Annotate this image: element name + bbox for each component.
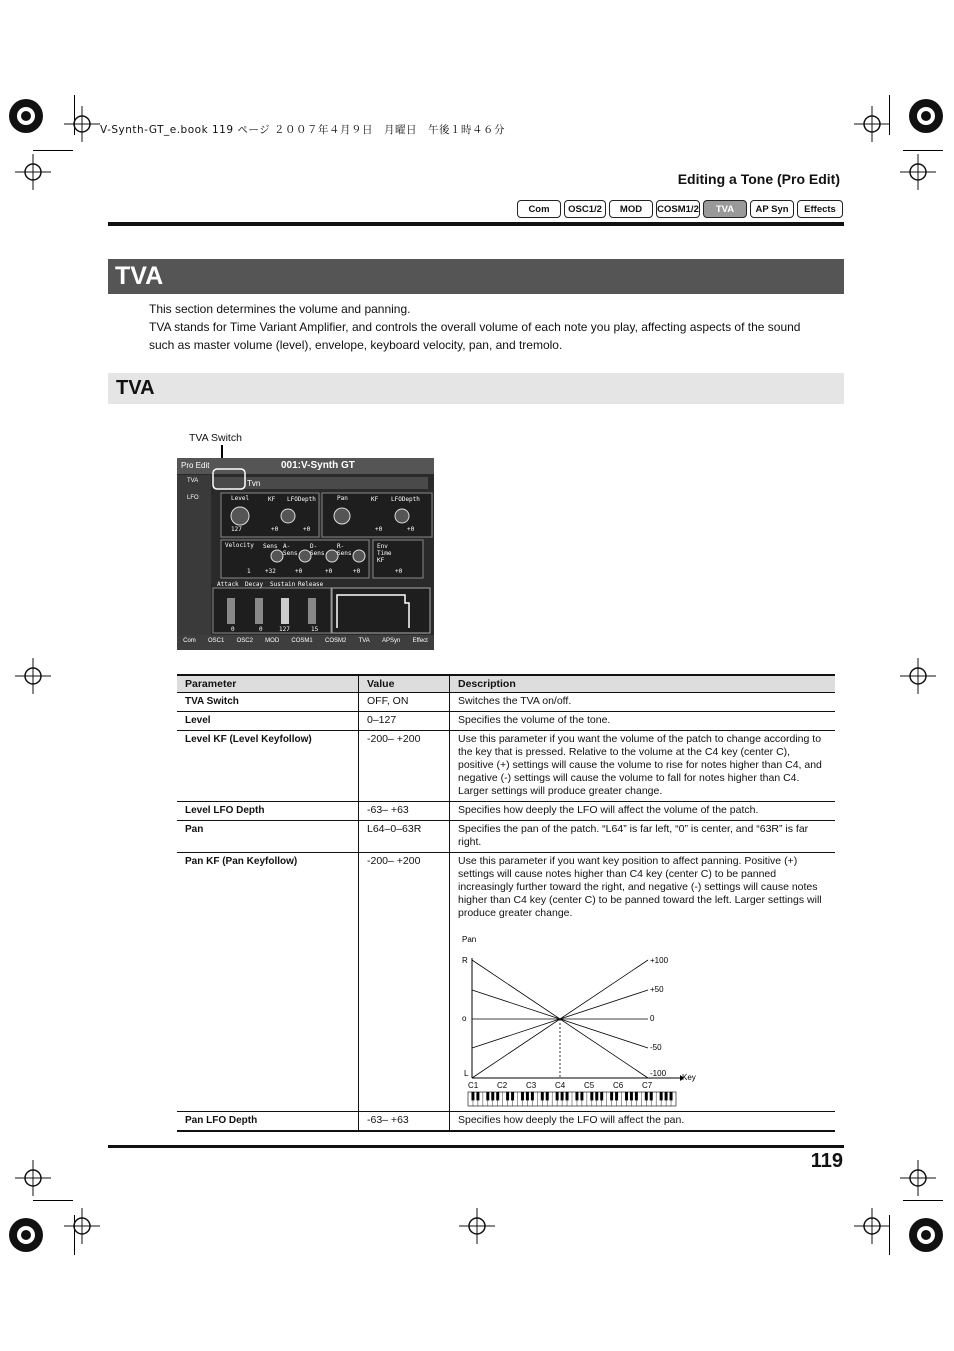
tab-ap-syn[interactable]: AP Syn [750,200,794,218]
crosshair-icon [13,152,53,192]
screen-tab-mod[interactable]: MOD [265,638,280,644]
crosshair-icon [457,1206,497,1246]
tab-cosm[interactable]: COSM1/2 [656,200,700,218]
screen-tab-osc2[interactable]: OSC2 [236,638,253,644]
registration-wheel-icon [6,1215,46,1255]
header-description: Description [450,675,836,693]
print-line: V-Synth-GT_e.book 119 ページ ２００７年４月９日 月曜日 午後１時４６分 [100,124,505,136]
graph-key-label: C1 [468,1081,479,1090]
graph-line-label: -100 [650,1069,667,1078]
graph-line-label: -50 [650,1043,662,1052]
table-row: Pan KF (Pan Keyfollow) -200– +200 Use this parameter if you want key position to affect panning. Positive (+) settings will cause notes higher than C4 key (center C) to be panned increasingly further toward the right, and negative (-) settings will cause notes higher than C4 key (center C) to be panned toward the left. Larger settings will produce greater change. Pan R o L Key +100 +50 0 -50 -100 C1 C2 C3 C4 C5 C6 C7 [177,853,835,1112]
graph-line-label: +100 [650,956,669,965]
screen-tab-effect[interactable]: Effect [412,638,428,644]
section-heading: TVA [108,259,844,294]
footer-rule [108,1145,844,1148]
crosshair-icon [898,656,938,696]
crosshair-icon [13,656,53,696]
table-row: Pan L64–0–63R Specifies the pan of the patch. “L64” is far left, “0” is center, and “63R” is far right. [177,821,835,853]
graph-key-label: C2 [497,1081,508,1090]
screen-bottom-tabs [177,638,434,644]
graph-line-label: +50 [650,985,664,994]
table-row: Level LFO Depth -63– +63 Specifies how deeply the LFO will affect the volume of the patch. [177,802,835,821]
graph-line-label: 0 [650,1014,655,1023]
tab-tva[interactable]: TVA [703,200,747,218]
table-row: Level 0–127 Specifies the volume of the tone. [177,712,835,731]
tab-effects[interactable]: Effects [797,200,843,218]
header-rule [108,222,844,226]
table-row: Level KF (Level Keyfollow) -200– +200 Use this parameter if you want the volume of the patch to change according to the key that is pressed. Relative to the volume at the C4 key (center C), positive (+) settings will cause the volume to rise for notes higher than C4, and negative (-) settings will cause the volume to fall for notes higher than C4. Larger settings will produce greater change. [177,731,835,802]
graph-ylabel: Pan [462,935,477,944]
header-parameter: Parameter [177,675,359,693]
crosshair-icon [898,152,938,192]
screen-side-tab-lfo[interactable]: LFO [187,495,199,501]
graph-xlabel: Key [682,1073,696,1082]
screen-tab-apsyn[interactable]: APSyn [382,638,401,644]
section-tabs [517,200,843,218]
header-value: Value [359,675,450,693]
screen-patch: 001:V-Synth GT [281,460,355,471]
crosshair-icon [852,1206,892,1246]
screen-tab-cosm2[interactable]: COSM2 [324,638,347,644]
running-header: Editing a Tone (Pro Edit) [677,171,840,187]
crosshair-icon [13,1158,53,1198]
pan-keyfollow-graph [458,930,708,1108]
screen-tone: Tvn [247,479,261,488]
tab-osc[interactable]: OSC1/2 [564,200,606,218]
screen-tab-cosm1[interactable]: COSM1 [291,638,313,644]
intro-text: This section determines the volume and panning. TVA stands for Time Variant Amplifier, and controls the overall volume of each note you play, affecting aspects of the sound such as master volume (level), envelope, keyboard velocity, pan, and tremolo. [149,302,801,352]
page-number: 119 [810,1150,843,1172]
crosshair-icon [62,1206,102,1246]
screen-side-tab-tva[interactable]: TVA [187,478,199,484]
crosshair-icon [852,104,892,144]
crosshair-icon [62,104,102,144]
graph-key-label: C7 [642,1081,653,1090]
table-header-row [177,675,835,693]
crosshair-icon [898,1158,938,1198]
tab-com[interactable]: Com [517,200,561,218]
table-row: TVA Switch OFF, ON Switches the TVA on/off. [177,693,835,712]
keyboard-icon [468,1092,676,1106]
registration-wheel-icon [906,1215,946,1255]
graph-y-mark: R [462,956,468,965]
table-row: Pan LFO Depth -63– +63 Specifies how deeply the LFO will affect the pan. [177,1112,835,1132]
parameter-table [177,674,835,1132]
tab-mod[interactable]: MOD [609,200,653,218]
registration-wheel-icon [906,96,946,136]
graph-key-label: C3 [526,1081,537,1090]
screen-tab-osc1[interactable]: OSC1 [208,638,225,644]
screen-mode: Pro Edit [181,461,210,470]
registration-wheel-icon [6,96,46,136]
subsection-heading: TVA [108,373,844,404]
screen-caption: TVA Switch [189,432,242,444]
graph-y-mark: o [462,1014,467,1023]
graph-y-mark: L [464,1069,469,1078]
synth-screen: Pro Edit 001:V-Synth GT Tvn TVA LFO Level KF LFODepth 127 +0 +0 Pan KF LFODepth +0 +0 Velocity Sens A-Sens D-Sens R-Sens 1 +32 +0 +0 +0 Env Time KF +0 Attack Decay Sustain Release 0 0 127 15 Com OSC1 OSC2 MOD COSM1 COSM2 TVA APSyn Effect [177,458,434,650]
graph-key-label: C6 [613,1081,624,1090]
screen-tab-com[interactable]: Com [183,638,196,644]
graph-key-label: C4 [555,1081,566,1090]
graph-key-label: C5 [584,1081,595,1090]
screen-tab-tva[interactable]: TVA [358,638,370,644]
